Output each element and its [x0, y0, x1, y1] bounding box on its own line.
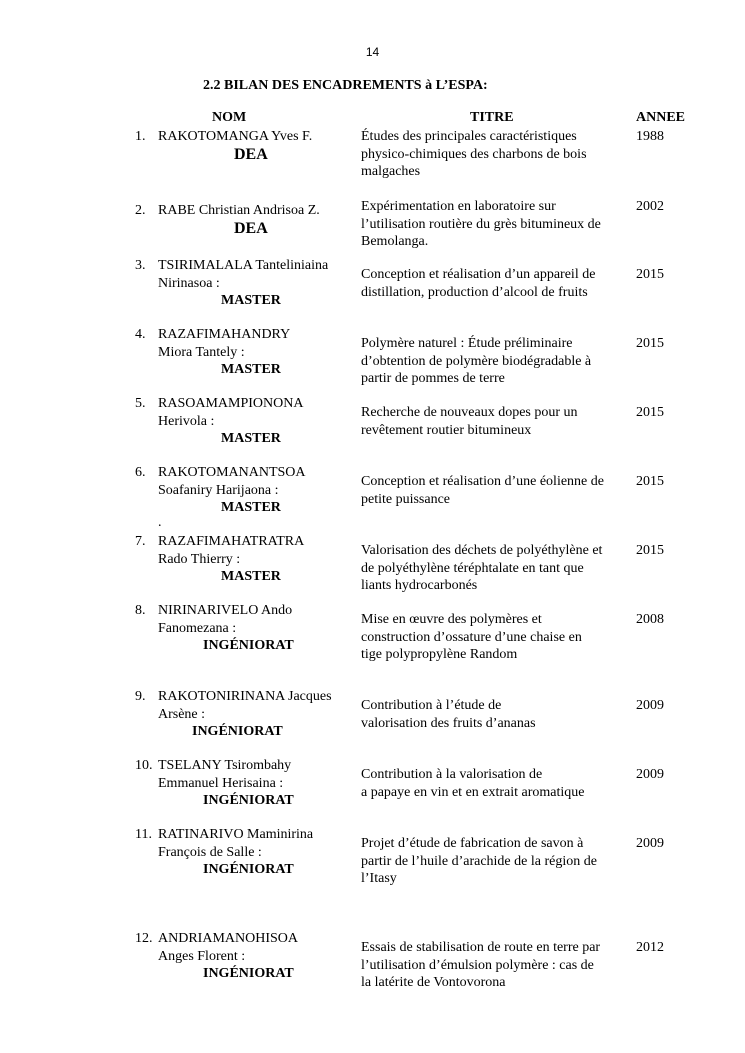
- thesis-title: Essais de stabilisation de route en terre par l’utilisation d’émulsion polymère : cas de la latérite de Vontovorona: [361, 940, 601, 990]
- entry-number: 12.: [135, 931, 153, 946]
- thesis-title: Mise en œuvre des polymères et construction d’ossature d’une chaise en tige polypropylène Random: [361, 612, 582, 662]
- degree-label: MASTER: [221, 431, 281, 446]
- thesis-title: Recherche de nouveaux dopes pour un revêtement routier bitumineux: [361, 405, 578, 438]
- degree-label: MASTER: [221, 293, 281, 308]
- column-header-annee: ANNEE: [636, 110, 686, 125]
- thesis-title: Conception et réalisation d’une éolienne de petite puissance: [361, 474, 604, 507]
- thesis-title: Valorisation des déchets de polyéthylène et de polyéthylène téréphtalate en tant que liants hydrocarbonés: [361, 543, 603, 593]
- degree-label: INGÉNIORAT: [203, 638, 294, 653]
- year: 2015: [636, 405, 664, 420]
- thesis-title: Conception et réalisation d’un appareil de distillation, production d’alcool de fruits: [361, 267, 596, 300]
- student-name: RAKOTOMANANTSOA Soafaniry Harijaona :: [158, 465, 306, 498]
- entry-number: 9.: [135, 689, 146, 704]
- thesis-title: Contribution à la valorisation de a papaye en vin et en extrait aromatique: [361, 767, 585, 800]
- year: 2015: [636, 474, 664, 489]
- page-number: 14: [365, 45, 380, 59]
- degree-label: MASTER: [221, 569, 281, 584]
- entry-number: 8.: [135, 603, 146, 618]
- column-header-titre: TITRE: [470, 110, 514, 125]
- year: 2009: [636, 836, 664, 851]
- column-header-nom: NOM: [212, 110, 247, 125]
- student-name: RATINARIVO Maminirina François de Salle :: [158, 827, 314, 860]
- student-name: TSIRIMALALA Tanteliniaina Nirinasoa :: [158, 258, 329, 291]
- entry-number: 5.: [135, 396, 146, 411]
- thesis-title: Polymère naturel : Étude préliminaire d’obtention de polymère biodégradable à partir de pommes de terre: [361, 336, 592, 386]
- degree-label: INGÉNIORAT: [192, 724, 283, 739]
- degree-label: INGÉNIORAT: [203, 966, 294, 981]
- year: 2009: [636, 767, 664, 782]
- student-name: TSELANY Tsirombahy Emmanuel Herisaina :: [158, 758, 292, 791]
- entry-number: 4.: [135, 327, 146, 342]
- entry-number: 6.: [135, 465, 146, 480]
- entry-number: 7.: [135, 534, 146, 549]
- entry-number: 10.: [135, 758, 153, 773]
- section-title: 2.2 BILAN DES ENCADREMENTS à L’ESPA:: [203, 78, 488, 93]
- year: 2015: [636, 543, 664, 558]
- student-name: RABE Christian Andrisoa Z.: [158, 203, 320, 218]
- student-name: RAKOTOMANGA Yves F.: [158, 129, 313, 144]
- degree-label: INGÉNIORAT: [203, 793, 294, 808]
- year: 2008: [636, 612, 664, 627]
- degree-label: INGÉNIORAT: [203, 862, 294, 877]
- year: 2015: [636, 336, 664, 351]
- year: 1988: [636, 129, 664, 144]
- student-name: NIRINARIVELO Ando Fanomezana :: [158, 603, 293, 636]
- thesis-title: Projet d’étude de fabrication de savon à partir de l’huile d’arachide de la région de l’Itasy: [361, 836, 597, 886]
- degree-label: MASTER: [221, 362, 281, 377]
- student-name: RAZAFIMAHANDRY Miora Tantely :: [158, 327, 291, 360]
- thesis-title: Contribution à l’étude de valorisation des fruits d’ananas: [361, 698, 536, 731]
- entry-number: 2.: [135, 203, 146, 218]
- year: 2002: [636, 199, 664, 214]
- student-name: RAZAFIMAHATRATRA Rado Thierry :: [158, 534, 305, 567]
- entry-number: 1.: [135, 129, 146, 144]
- thesis-title: Expérimentation en laboratoire sur l’utilisation routière du grès bitumineux de Bemolanga.: [361, 199, 601, 249]
- degree-label: MASTER: [221, 500, 281, 515]
- thesis-title: Études des principales caractéristiques physico-chimiques des charbons de bois malgaches: [361, 129, 587, 179]
- entry-number: 3.: [135, 258, 146, 273]
- entry-number: 11.: [135, 827, 152, 842]
- year: 2012: [636, 940, 664, 955]
- student-name: ANDRIAMANOHISOA Anges Florent :: [158, 931, 298, 964]
- degree-label: DEA: [234, 220, 268, 237]
- year: 2015: [636, 267, 664, 282]
- year: 2009: [636, 698, 664, 713]
- degree-label: DEA: [234, 146, 268, 163]
- student-name: RASOAMAMPIONONA Herivola :: [158, 396, 304, 429]
- student-name: RAKOTONIRINANA Jacques Arsène :: [158, 689, 332, 722]
